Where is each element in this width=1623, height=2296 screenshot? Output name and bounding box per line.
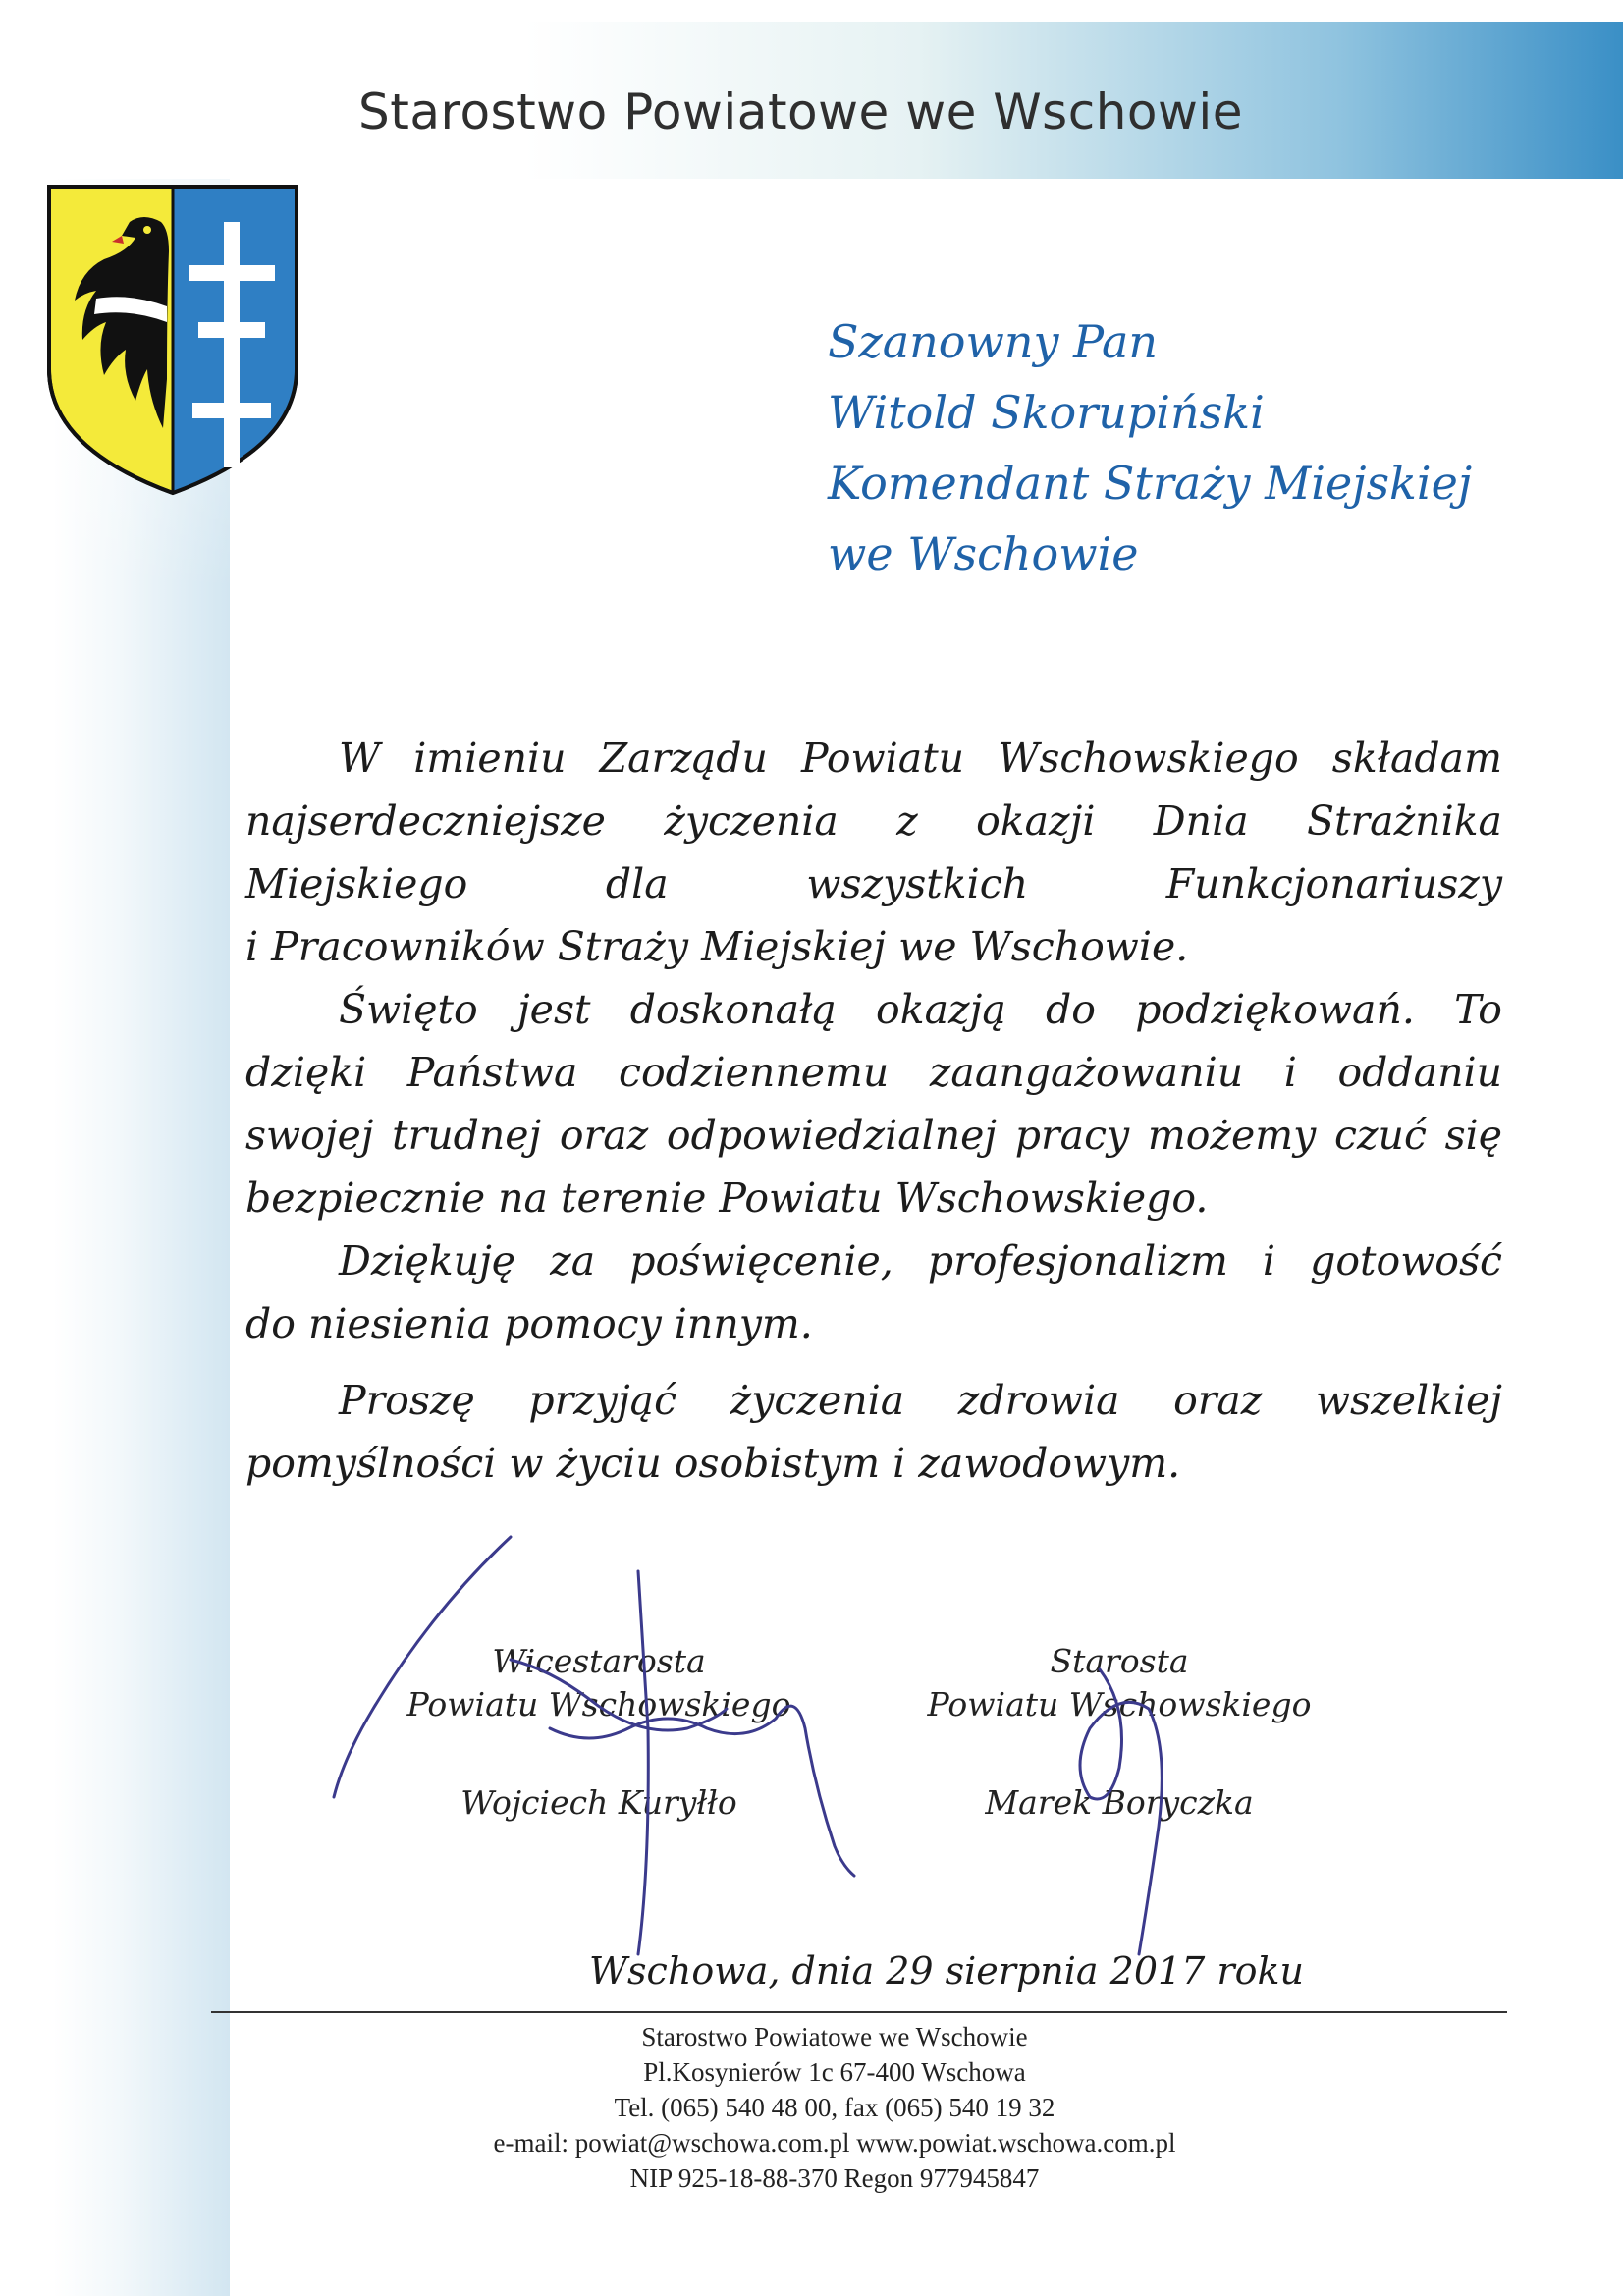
recipient-location: we Wschowie	[828, 527, 1139, 580]
body-paragraph	[245, 852, 1502, 915]
body-line: dzięki Państwa codziennemu zaangażowaniu i oddaniu	[245, 1049, 1502, 1096]
footer-address: Pl.Kosynierów 1c 67-400 Wschowa	[643, 2057, 1026, 2087]
body-paragraph	[245, 727, 1502, 790]
footer-organization: Starostwo Powiatowe we Wschowie	[641, 2022, 1028, 2051]
body-paragraph	[245, 1369, 1502, 1432]
footer-email-web: e-mail: powiat@wschowa.com.pl www.powiat.wschowa.com.pl	[493, 2128, 1176, 2158]
body-paragraph	[245, 915, 1502, 978]
coat-of-arms-icon	[45, 183, 300, 497]
body-line: Dziękuję za poświęcenie, profesjonalizm i gotowość	[339, 1237, 1502, 1285]
letter-date: Wschowa, dnia 29 sierpnia 2017 roku	[589, 1949, 1304, 1993]
body-paragraph	[245, 1432, 1502, 1495]
body-line: Święto jest doskonałą okazją do podziękowań. To	[339, 986, 1502, 1033]
body-line: i Pracowników Straży Miejskiej we Wschowie.	[245, 923, 1189, 970]
signatory-left-title: Wicestarosta	[492, 1642, 706, 1680]
body-line: pomyślności w życiu osobistym i zawodowym.	[245, 1440, 1181, 1487]
letterhead-title: Starostwo Powiatowe we Wschowie	[358, 83, 1244, 140]
body-line: najserdeczniejsze życzenia z okazji Dnia Strażnika	[245, 797, 1502, 845]
footer-divider	[211, 2011, 1507, 2013]
body-line: Miejskiego dla wszystkich Funkcjonariuszy	[245, 860, 1502, 907]
recipient-block	[828, 306, 1472, 589]
body-line: Proszę przyjąć życzenia zdrowia oraz wszelkiej	[339, 1377, 1502, 1424]
recipient-salutation: Szanowny Pan	[828, 315, 1159, 368]
body-paragraph	[245, 1292, 1502, 1355]
signatory-left-name: Wojciech Kuryłło	[460, 1783, 737, 1822]
body-line: bezpiecznie na terenie Powiatu Wschowskiego.	[245, 1175, 1209, 1222]
body-paragraph	[245, 1104, 1502, 1167]
body-paragraph	[245, 1167, 1502, 1230]
recipient-position: Komendant Straży Miejskiej	[828, 457, 1473, 510]
signatory-right	[923, 1640, 1316, 1825]
recipient-name: Witold Skorupiński	[828, 386, 1265, 439]
signatory-left	[403, 1640, 795, 1825]
body-paragraph	[245, 1041, 1502, 1104]
letter-footer	[295, 2019, 1375, 2196]
body-paragraph	[245, 790, 1502, 852]
body-line: swojej trudnej oraz odpowiedzialnej pracy możemy czuć się	[245, 1112, 1502, 1159]
body-paragraph	[245, 1230, 1502, 1292]
signatory-left-office: Powiatu Wschowskiego	[406, 1685, 791, 1723]
body-paragraph	[245, 978, 1502, 1041]
footer-registry: NIP 925-18-88-370 Regon 977945847	[629, 2163, 1040, 2193]
signatory-right-name: Marek Boryczka	[985, 1783, 1254, 1822]
footer-phone: Tel. (065) 540 48 00, fax (065) 540 19 32	[614, 2093, 1055, 2122]
body-line: W imieniu Zarządu Powiatu Wschowskiego składam	[339, 735, 1502, 782]
body-line: do niesienia pomocy innym.	[245, 1300, 813, 1347]
signatory-right-office: Powiatu Wschowskiego	[927, 1685, 1312, 1723]
letter-body	[245, 727, 1502, 1495]
signatory-right-title: Starosta	[1050, 1642, 1189, 1680]
